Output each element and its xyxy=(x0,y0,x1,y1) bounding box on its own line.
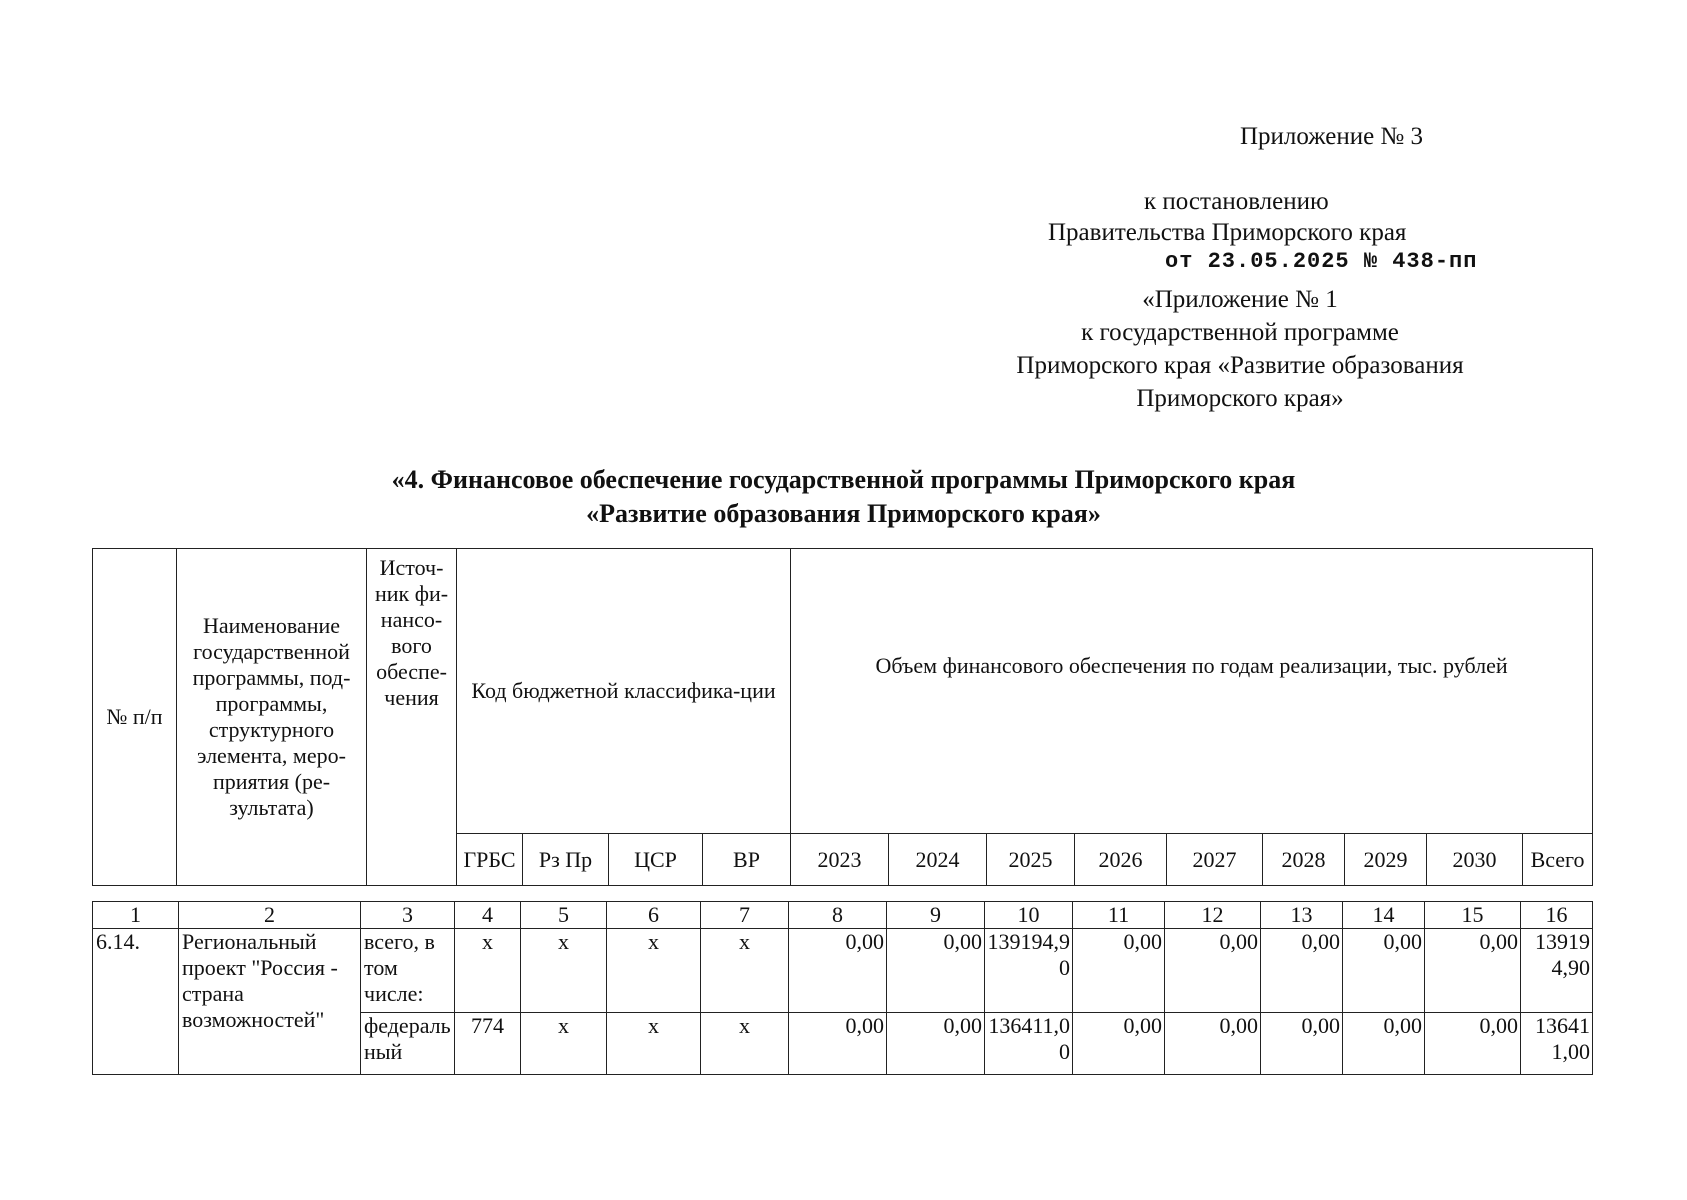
program-line-1: Приморского края «Развитие образования xyxy=(1016,352,1464,379)
name-header-line: зультата) xyxy=(229,795,314,820)
column-number: 13 xyxy=(1261,902,1343,929)
volume-header: Объем финансового обеспечения по годам реализации, тыс. рублей xyxy=(791,549,1593,834)
to-resolution: к постановлению xyxy=(1144,188,1329,215)
budget-class-header: Код бюджетной классифика-ции xyxy=(457,549,791,834)
year-header: 2025 xyxy=(987,834,1075,886)
column-number: 7 xyxy=(701,902,789,929)
row-grbs: 774 xyxy=(455,1013,521,1075)
row-source: всего, в том числе: xyxy=(361,929,455,1013)
name-header-line: программы, xyxy=(215,691,328,716)
appendix-header xyxy=(1040,120,1470,153)
name-header-line: программы, под- xyxy=(192,665,351,690)
year-header: 2027 xyxy=(1167,834,1263,886)
title-line-1: «4. Финансовое обеспечение государственной программы Приморского края xyxy=(391,465,1296,494)
date-number: от 23.05.2025 № 438-пп xyxy=(1165,249,1478,274)
row-value-2025: 139194,90 xyxy=(985,929,1073,1013)
column-number: 16 xyxy=(1521,902,1593,929)
row-csr: х xyxy=(607,1013,701,1075)
year-header: 2026 xyxy=(1075,834,1167,886)
column-number: 2 xyxy=(179,902,361,929)
grbs-header: ГРБС xyxy=(457,834,523,886)
column-number: 11 xyxy=(1073,902,1165,929)
column-number: 14 xyxy=(1343,902,1425,929)
row-csr: х xyxy=(607,929,701,1013)
row-grbs: х xyxy=(455,929,521,1013)
row-value-2026: 0,00 xyxy=(1073,1013,1165,1075)
column-number: 8 xyxy=(789,902,887,929)
row-rzpr: х xyxy=(521,929,607,1013)
government-line xyxy=(1000,216,1470,249)
column-number: 10 xyxy=(985,902,1073,929)
column-numbers-row xyxy=(93,902,1593,929)
column-number: 5 xyxy=(521,902,607,929)
column-number: 3 xyxy=(361,902,455,929)
row-value-2026: 0,00 xyxy=(1073,929,1165,1013)
header-table xyxy=(92,548,1593,886)
source-header-line: Источ- xyxy=(379,555,444,580)
row-value-2030: 0,00 xyxy=(1425,929,1521,1013)
row-value-2027: 0,00 xyxy=(1165,929,1261,1013)
source-header-line: вого xyxy=(391,633,432,658)
source-header-line: ник фи- xyxy=(374,581,449,606)
row-rzpr: х xyxy=(521,1013,607,1075)
row-value-2028: 0,00 xyxy=(1261,929,1343,1013)
col-name-header xyxy=(177,549,367,886)
row-value-2023: 0,00 xyxy=(789,929,887,1013)
row-vr: х xyxy=(701,929,789,1013)
row-value-2029: 0,00 xyxy=(1343,929,1425,1013)
col-num-header: № п/п xyxy=(93,549,177,886)
resolution-reference xyxy=(1120,185,1390,218)
year-header: 2030 xyxy=(1427,834,1523,886)
row-value-2024: 0,00 xyxy=(887,1013,985,1075)
row-value-2023: 0,00 xyxy=(789,1013,887,1075)
source-header-line: чения xyxy=(384,685,439,710)
csr-header: ЦСР xyxy=(609,834,703,886)
row-value-2028: 0,00 xyxy=(1261,1013,1343,1075)
name-header-line: приятия (ре- xyxy=(212,769,331,794)
program-line-2: Приморского края» xyxy=(1136,385,1344,412)
row-name: Региональный проект "Россия - страна возможностей" xyxy=(179,929,361,1075)
row-value-2029: 0,00 xyxy=(1343,1013,1425,1075)
date-number-stamp xyxy=(1165,249,1485,274)
row-value-total: 139194,90 xyxy=(1521,929,1593,1013)
data-table xyxy=(92,901,1593,1075)
row-vr: х xyxy=(701,1013,789,1075)
source-header-line: нансо- xyxy=(380,607,443,632)
column-number: 15 xyxy=(1425,902,1521,929)
title-line-2: «Развитие образования Приморского края» xyxy=(586,499,1101,528)
year-header: 2023 xyxy=(791,834,889,886)
column-number: 12 xyxy=(1165,902,1261,929)
column-number: 6 xyxy=(607,902,701,929)
row-value-2024: 0,00 xyxy=(887,929,985,1013)
name-header-line: Наименование xyxy=(202,613,341,638)
row-source: федеральный xyxy=(361,1013,455,1075)
total-header: Всего xyxy=(1523,834,1593,886)
column-number: 9 xyxy=(887,902,985,929)
to-program: к государственной программе xyxy=(1081,319,1399,346)
source-header-line: обеспе- xyxy=(376,659,447,684)
appendix-number: Приложение № 3 xyxy=(1240,123,1424,150)
section-title xyxy=(0,463,1687,531)
row-value-total: 136411,00 xyxy=(1521,1013,1593,1075)
name-header-line: государственной xyxy=(193,639,350,664)
column-number: 1 xyxy=(93,902,179,929)
government: Правительства Приморского края xyxy=(1048,219,1407,246)
col-source-header xyxy=(367,549,457,886)
row-value-2030: 0,00 xyxy=(1425,1013,1521,1075)
rzpr-header: Рз Пр xyxy=(523,834,609,886)
row-value-2027: 0,00 xyxy=(1165,1013,1261,1075)
table-row xyxy=(93,929,1593,1013)
year-header: 2029 xyxy=(1345,834,1427,886)
appendix-1: «Приложение № 1 xyxy=(1142,286,1338,313)
name-header-line: структурного xyxy=(208,717,335,742)
row-number: 6.14. xyxy=(93,929,179,1075)
row-value-2025: 136411,00 xyxy=(985,1013,1073,1075)
year-header: 2024 xyxy=(889,834,987,886)
name-header-line: элемента, меро- xyxy=(197,743,346,768)
vr-header: ВР xyxy=(703,834,791,886)
program-appendix xyxy=(990,283,1490,415)
column-number: 4 xyxy=(455,902,521,929)
year-header: 2028 xyxy=(1263,834,1345,886)
